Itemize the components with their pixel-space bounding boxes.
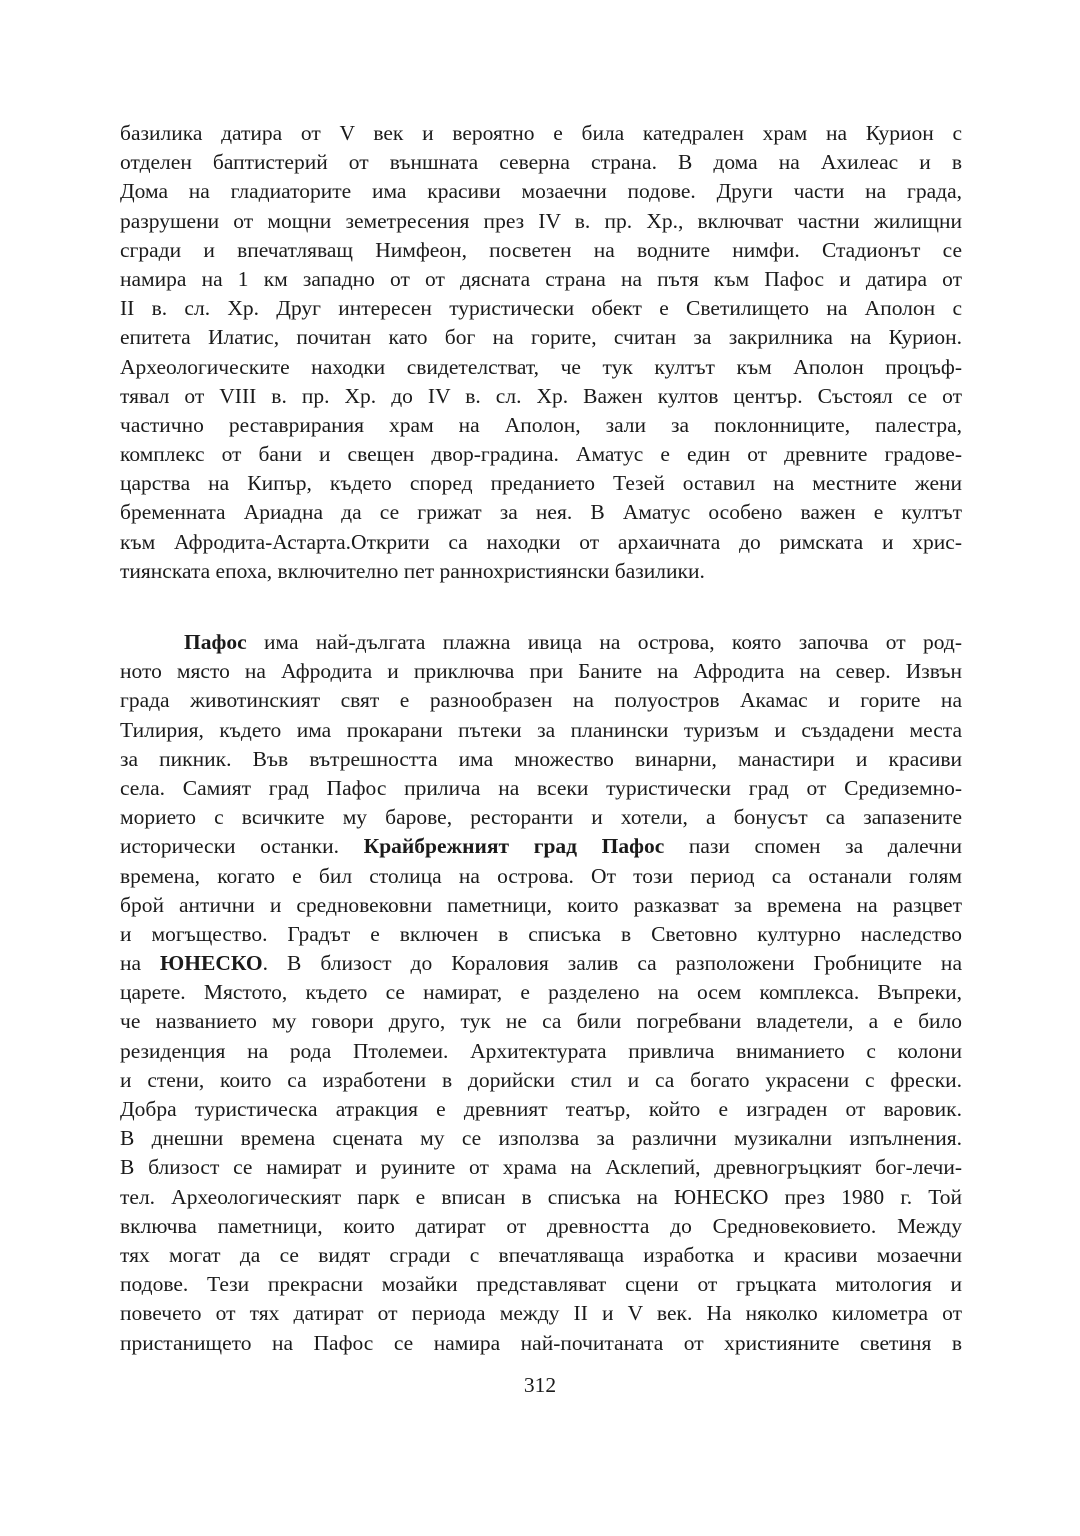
text-line: намира на 1 км западно от от дясната страна на пътя към Пафос и датира от [120,266,962,291]
text-line: тиянската епоха, включително пет раннохристиянски базилики. [120,558,705,583]
text-line: епитета Илатис, почитан като бог на горите, считан за закрилника на Курион. [120,325,962,350]
text-line: комплекс от бани и свещен двор-градина. Аматус е един от древните градове- [120,442,962,467]
text-line: към Афродита-Астарта.Открити са находки от архаичната до римската и хрис- [120,529,962,554]
text-run: пази спомен за далечни [664,834,963,859]
text-line: повечето от тях датират от периода между II и V век. На няколко километра от [120,1301,962,1326]
bold-term-unesco: ЮНЕСКО [160,951,263,976]
text-line: Тилирия, където има прокарани пътеки за планински туризъм и създадени места [120,717,962,742]
text-line: В близост се намират и руините от храма на Асклепий, древногръцкият бог-лечи- [120,1155,962,1180]
text-line: В днешни времена сцената му се използва за различни музикални изпълнения. [120,1126,962,1151]
text-line: морието с всичките му барове, ресторанти и хотели, а бонусът са запазените [120,805,962,830]
text-run: на [120,951,161,976]
text-line: отделен баптистерий от външната северна страна. В дома на Ахилеас и в [120,150,962,175]
text-line [120,949,962,978]
text-line: тях могат да се видят сгради с впечатляваща изработка и красиви мозаечни [120,1242,962,1267]
text-line: разрушени от мощни земетресения през IV в. пр. Хр., включват частни жилищни [120,208,962,233]
text-run: има най-дългата плажна ивица на острова, която започва от род- [246,630,962,654]
text-line: подове. Тези прекрасни мозайки представляват сцени от гръцката митология и [120,1272,962,1297]
text-line: брой антични и средновековни паметници, които разказват за времена на разцвет [120,892,962,917]
text-line: ното място на Афродита и приключва при Баните на Афродита на север. Извън [120,659,962,684]
text-line [120,832,962,861]
page-number: 312 [523,1373,557,1397]
text-line: сгради и впечатляващ Нимфеон, посветен на водните нимфи. Стадионът се [120,237,962,262]
text-line: бременната Ариадна да се грижат за нея. В Аматус особено важен е култът [120,500,962,525]
paragraph-paphos [120,628,962,1358]
text-line: и могъщество. Градът е включен в списъка в Световно културно наследство [120,921,962,946]
text-line: царства на Кипър, където според преданието Тезей оставил на местните жени [120,471,962,496]
text-line: пристанището на Пафос се намира най-почитаната от християните светиня в [120,1330,962,1355]
text-line: царете. Мястото, където се намират, е разделено на осем комплекса. Въпреки, [120,980,962,1005]
text-line: града животинският свят е разнообразен на полуостров Акамас и горите на [120,688,962,713]
text-line: частично реставрирания храм на Аполон, зали за поклонниците, палестра, [120,412,962,437]
text-line: II в. сл. Хр. Друг интересен туристически обект е Светилището на Аполон с [120,296,962,321]
bold-term-paphos: Пафос [184,630,247,654]
text-line: Дома на гладиаторите има красиви мозаечни подове. Други части на града, [120,179,962,204]
text-line: включва паметници, които датират от древността до Средновековието. Между [120,1213,962,1238]
text-run: исторически останки. [120,834,364,859]
text-line: Добра туристическа атракция е древният театър, който е изграден от варовик. [120,1097,962,1121]
text-line [120,628,962,657]
text-line: времена, когато е бил столица на острова. От този период са останали голям [120,863,962,888]
text-line: тел. Археологическият парк е вписан в списъка на ЮНЕСКО през 1980 г. Той [120,1184,962,1209]
text-line: резиденция на рода Птолемеи. Архитектурата привлича вниманието с колони [120,1038,962,1063]
text-line: села. Самият град Пафос прилича на всеки туристически град от Средиземно- [120,775,962,800]
paragraph-kourion-amathus [120,119,962,586]
text-line: базилика датира от V век и вероятно е била катедрален храм на Курион с [120,121,962,145]
text-line: че названието му говори друго, тук не са били погребвани владетели, а е било [120,1009,962,1034]
bold-term-coastal-paphos: Крайбрежният град Пафос [363,834,665,859]
text-line: Археологическите находки свидетелстват, че тук култът към Аполон процъф- [120,354,962,379]
text-line: и стени, които са изработени в дорийски стил и са богато украсени с фрески. [120,1067,962,1092]
text-line: тявал от VIII в. пр. Хр. до IV в. сл. Хр. Важен култов център. Състоял се от [120,383,962,408]
text-run: . В близост до Кораловия залив са разположени Гробниците на [262,951,962,976]
text-line: за пикник. Във вътрешността има множество винарни, манастири и красиви [120,746,962,771]
